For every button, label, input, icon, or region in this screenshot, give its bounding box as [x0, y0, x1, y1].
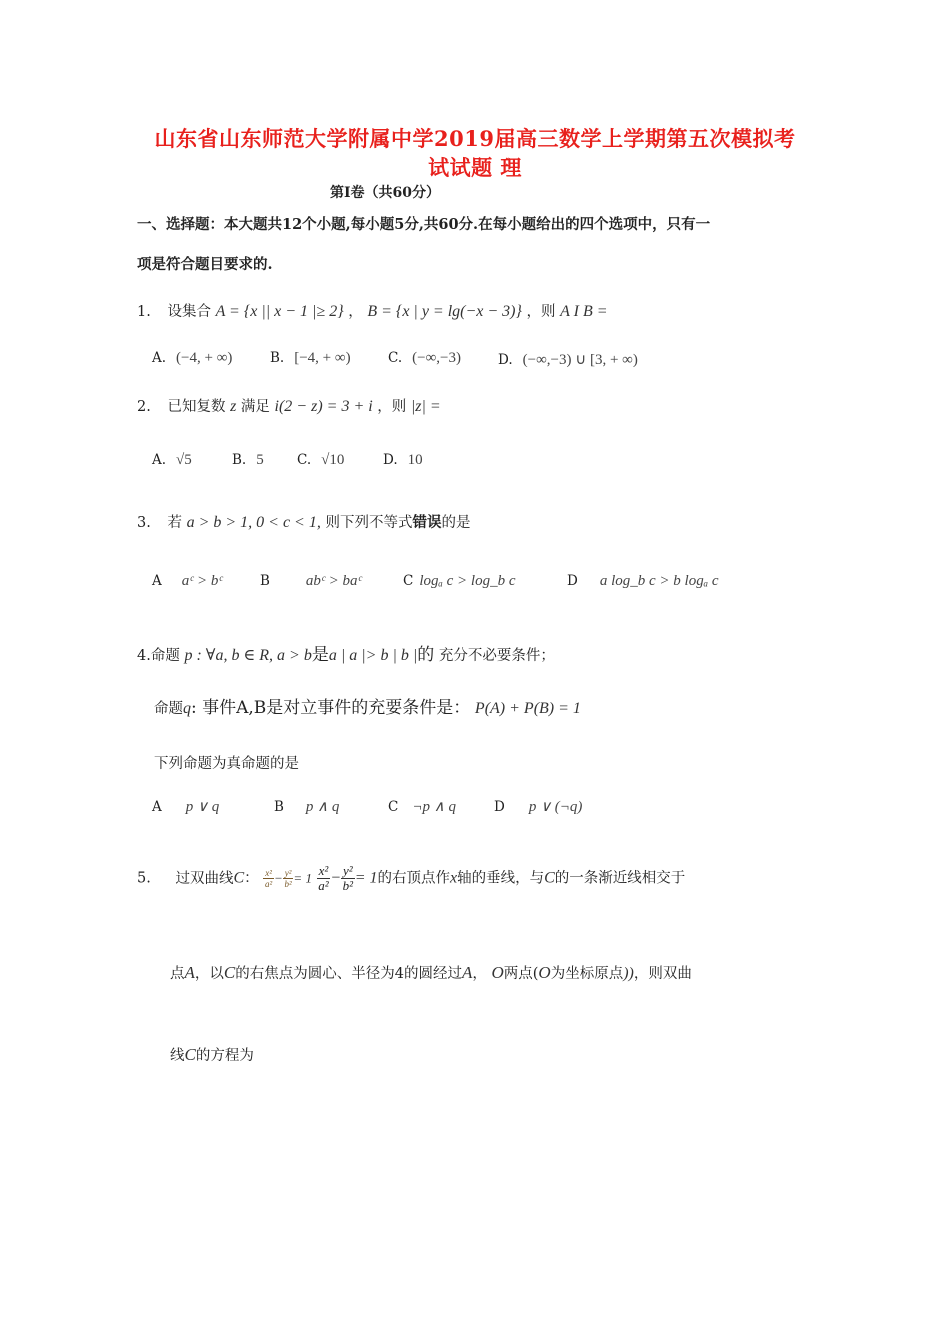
question-4-option-a: A p ∨ q [152, 799, 220, 815]
question-number: 3. [137, 515, 151, 531]
question-2: 2. 已知复数 z 满足 i(2 − z) = 3 + i ，则 |z| = [137, 398, 441, 415]
exam-title-line1: 山东省山东师范大学附属中学2019届高三数学上学期第五次模拟考 [154, 126, 796, 151]
question-3-option-d: D a log_b c > b logₐ c [567, 573, 719, 589]
question-3-option-b: B abᶜ > baᶜ [260, 573, 362, 589]
question-4-proposition-q: 命题q: 事件A,B是对立事件的充要条件是： P(A) + P(B) = 1 [154, 698, 581, 718]
math-expression: P(A) + P(B) = 1 [474, 700, 581, 717]
question-5-line3: 线C的方程为 [170, 1045, 254, 1064]
section-instructions-line1: 一、选择题：本大题共12个小题,每小题5分,共60分.在每小题给出的四个选项中，只有一 [137, 216, 711, 233]
fraction: $\frac{\text{x²}}{\text{a²}}$ [264, 868, 273, 889]
question-2-option-b: B. 5 [232, 452, 264, 468]
question-2-option-c: C. √10 [297, 452, 345, 468]
emphasis-text: 错误 [412, 514, 442, 531]
question-number: 5. [137, 870, 151, 887]
fraction: $\frac{\text{y²}}{\text{b²}}$ [342, 863, 354, 893]
question-4: 4.命题 p : ∀a, b ∈ R, a > b是a | a |> b | b |的 充分不必要条件； [137, 645, 555, 665]
question-4-option-b: B p ∧ q [274, 799, 340, 815]
math-expression: A I B = [560, 303, 608, 320]
question-4-option-c: C ¬p ∧ q [388, 799, 456, 815]
question-4-option-d: D p ∨ (¬q) [494, 799, 583, 815]
question-number: 1. [137, 304, 151, 320]
math-expression: p : ∀a, b ∈ R, a > b [184, 647, 312, 664]
question-1-option-c: C. (−∞,−3) [388, 350, 461, 366]
math-expression: a | a |> b | b | [328, 647, 418, 664]
question-3: 3. 若 a > b > 1, 0 < c < 1, 则下列不等式错误的是 [137, 514, 471, 531]
question-2-option-d: D. 10 [383, 452, 423, 468]
math-expression: |z| = [410, 398, 441, 415]
fraction: $\frac{\text{y²}}{\text{b²}}$ [284, 868, 292, 889]
question-number: 2. [137, 399, 151, 415]
math-expression: z [230, 398, 237, 415]
question-1-option-a: A. (−4, + ∞) [152, 350, 233, 366]
question-1: 1. 设集合 A = {x || x − 1 |≥ 2} ， B = {x | y = lg(−x − 3)} ，则 A I B = [137, 303, 608, 320]
math-expression: a > b > 1, 0 < c < 1, [186, 514, 321, 531]
section-instructions-line2: 项是符合题目要求的. [137, 256, 273, 273]
question-1-option-d: D. (−∞,−3) ∪ [3, + ∞) [498, 352, 638, 368]
question-number: 4. [137, 648, 151, 664]
question-5: 5. 过双曲线C： $\frac{\text{x²}}{\text{a²}}$ − $\frac{\text{y²}}{\text{b²}}$ = 1 $\frac{\text{x²}}{\text{a²}}$ − $\frac{\text{y²}}{\text{b²}}$ = 1的右顶点作x轴的垂线，与C的一条渐近线相交于 [137, 863, 686, 893]
math-expression: A = {x || x − 1 |≥ 2} [215, 303, 344, 320]
math-expression: B = {x | y = lg(−x − 3)} [367, 303, 522, 320]
question-4-prompt: 下列命题为真命题的是 [154, 756, 299, 772]
question-3-option-c: C logₐ c > log_b c [403, 573, 516, 589]
part-heading: 第Ⅰ卷（共60分） [330, 185, 441, 201]
question-2-option-a: A. √5 [152, 452, 192, 468]
question-5-line2: 点A，以C的右焦点为圆心、半径为4的圆经过A， O两点(O为坐标原点))，则双曲 [170, 963, 692, 982]
fraction: $\frac{\text{x²}}{\text{a²}}$ [318, 863, 329, 893]
math-expression: i(2 − z) = 3 + i [274, 398, 373, 415]
exam-title-line2: 试试题 理 [428, 155, 522, 180]
question-3-option-a: A aᶜ > bᶜ [152, 573, 223, 589]
question-1-option-b: B. [−4, + ∞) [270, 350, 351, 366]
